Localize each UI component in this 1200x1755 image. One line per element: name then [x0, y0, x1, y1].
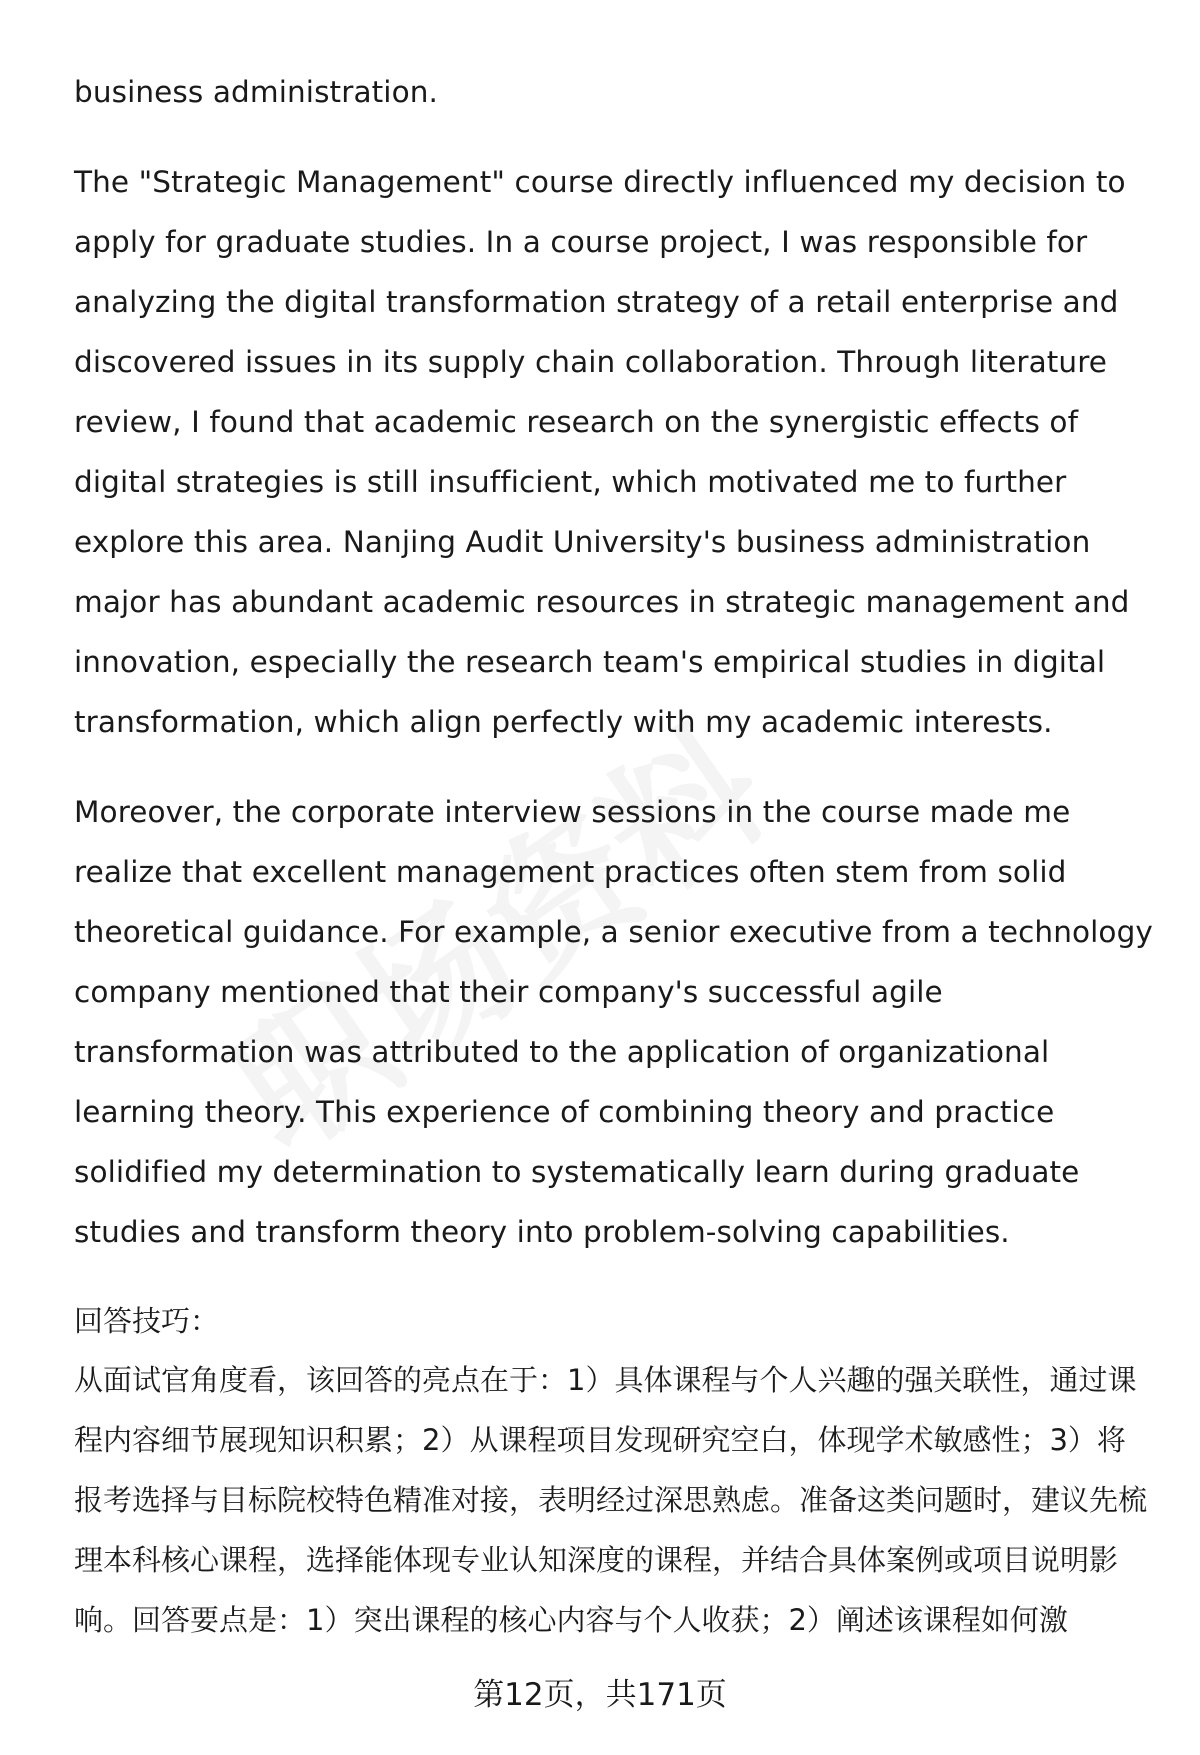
tips-body: 从面试官角度看，该回答的亮点在于：1）具体课程与个人兴趣的强关联性，通过课程内容细节展现知识积累；2）从课程项目发现研究空白，体现学术敏感性；3）将报考选择与目标院校特色精准对接，表明经过深思熟虑。准备这类问题时，建议先梳理本科核心课程，选择能体现专业认知深度的课程，并结合具体案例或项目说明影响。回答要点是：1）突出课程的核心内容与个人收获；2）阐述该课程如何激 — [74, 1363, 1148, 1637]
tips-heading: 回答技巧： — [74, 1304, 220, 1338]
paragraph-3: Moreover, the corporate interview sessions in the course made me realize that excellent management practices often stem from solid theoretical guidance. For example, a senior executive from a technology company mentioned that their company's successful agile transformation was attributed to the application of organizational learning theory. This experience of combining theory and practice solidified my determination to systematically learn during graduate studies and transform theory into problem-solving capabilities. — [74, 795, 1153, 1249]
document-page — [74, 62, 1154, 1650]
paragraph-2: The "Strategic Management" course directly influenced my decision to apply for graduate studies. In a course project, I was responsible for analyzing the digital transformation strategy of a retail enterprise and discovered issues in its supply chain collaboration. Through literature review, I found that academic research on the synergistic effects of digital strategies is still insufficient, which motivated me to further explore this area. Nanjing Audit University's business administration major has abundant academic resources in strategic management and innovation, especially the research team's empirical studies in digital transformation, which align perfectly with my academic interests. — [74, 165, 1130, 739]
page-number: 第12页，共171页 — [473, 1677, 727, 1713]
paragraph-1: business administration. — [74, 75, 439, 109]
